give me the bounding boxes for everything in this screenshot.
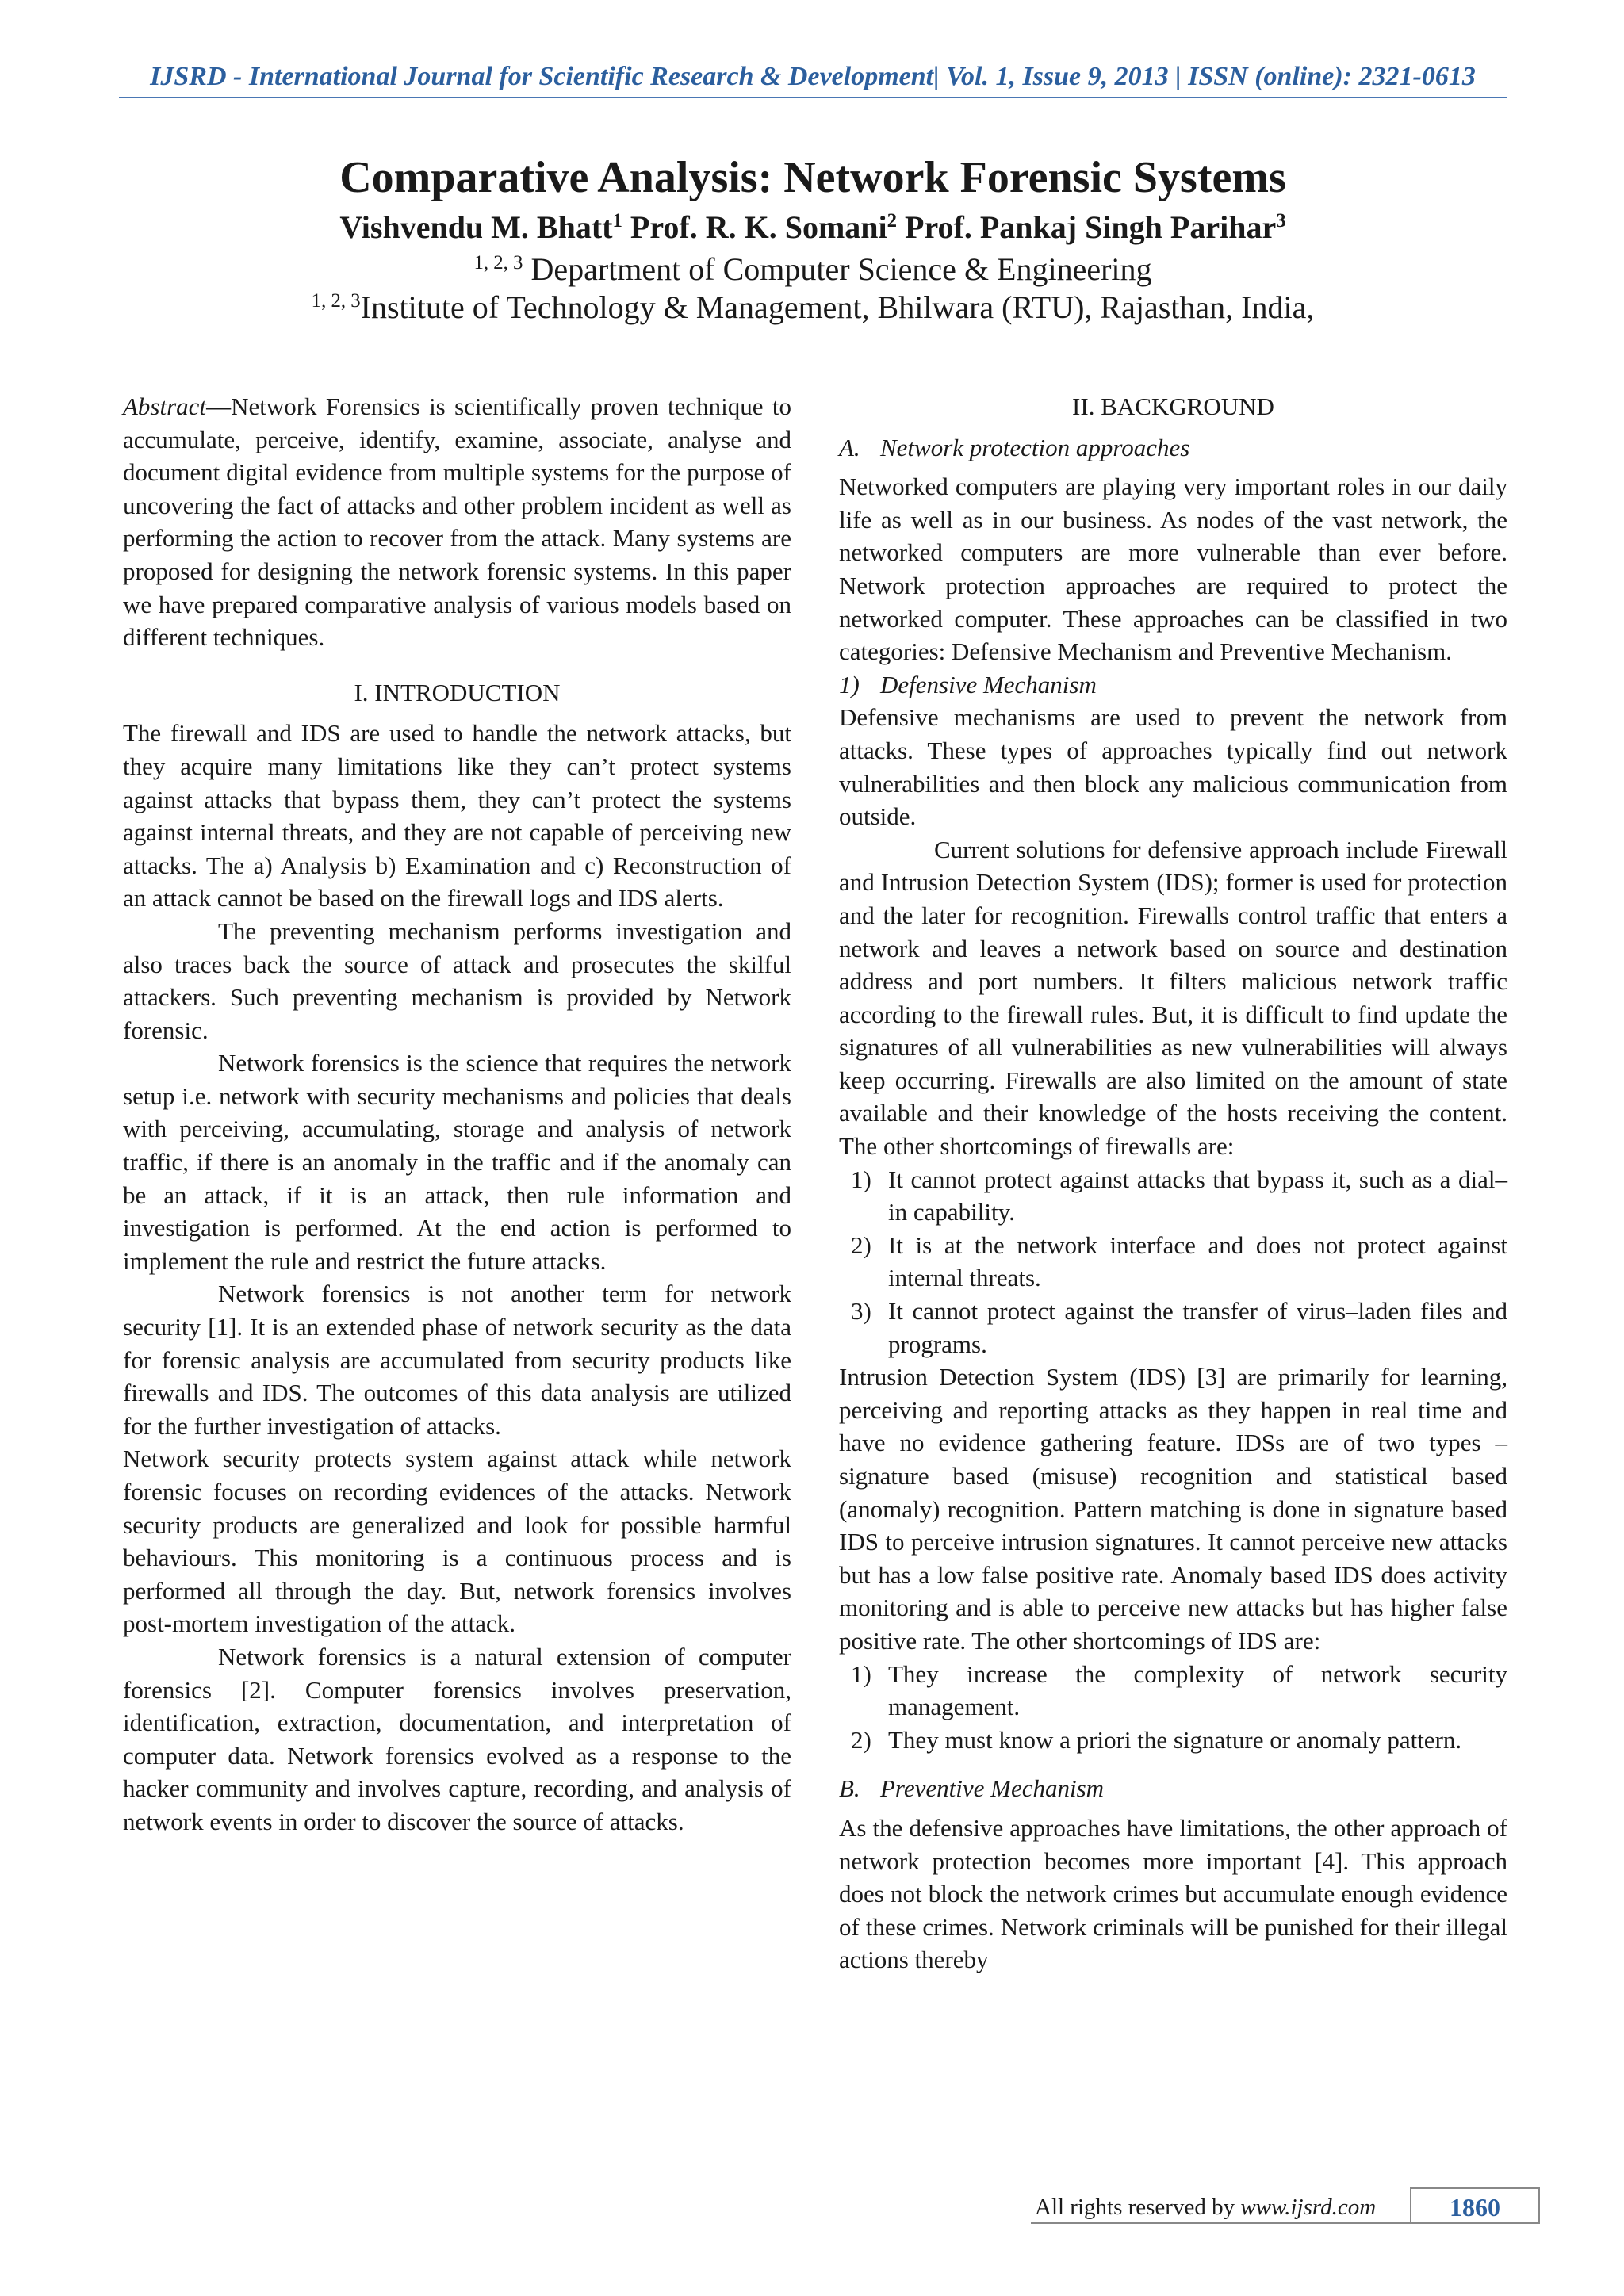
paper-title: Comparative Analysis: Network Forensic Systems	[339, 153, 1286, 202]
affiliation-text: Institute of Technology & Management, Bhilwara (RTU), Rajasthan, India,	[360, 289, 1315, 325]
footer-url: www.ijsrd.com	[1240, 2195, 1377, 2220]
author-sup: 3	[1276, 210, 1286, 232]
subsubsection-heading	[839, 668, 1507, 702]
list-number: 1)	[851, 1659, 871, 1688]
ids-shortcomings-list	[839, 1658, 1507, 1757]
background-paragraph: Current solutions for defensive approach include Firewall and Intrusion Detection System (IDS); former is used for protection and the later for recognition. Firewalls control traffic that enters a network and leaves a network based on source and destination address and port numbers. It filters malicious network traffic according to the firewall rules. But, it is difficult to find update the signatures of all vulnerabilities as new vulnerabilities will always keep occurring. Firewalls are also limited on the amount of state available and their knowledge of the hosts receiving the content. The other shortcomings of firewalls are:	[839, 835, 1507, 1161]
list-item	[839, 1658, 1507, 1724]
list-item	[839, 1724, 1507, 1757]
subsection-title: Network protection approaches	[880, 433, 1190, 461]
journal-header: IJSRD - International Journal for Scientific Research & Development| Vol. 1, Issue 9, 2013 | ISSN (online): 2321-0613	[150, 62, 1476, 91]
section-heading-introduction: I. INTRODUCTION	[354, 678, 561, 706]
title-block	[119, 151, 1507, 327]
author-sup: 2	[887, 210, 898, 232]
list-text: It cannot protect against the transfer of virus–laden files and programs.	[888, 1297, 1507, 1358]
affiliation-sup: 1, 2, 3	[473, 252, 523, 274]
list-text: It cannot protect against attacks that bypass it, such as a dial–in capability.	[888, 1165, 1507, 1226]
author-list	[119, 205, 1507, 251]
subsection-number: A.	[839, 433, 860, 461]
affiliation-sup: 1, 2, 3	[311, 290, 361, 312]
footer-rights-label: All rights reserved by	[1035, 2195, 1241, 2220]
intro-paragraph: Network forensics is not another term for network security [1]. It is an extended phase of network security as the data for forensic analysis are accumulated from security products like firewalls and IDS. The outcomes of this data analysis are utilized for the further investigation of attacks.	[123, 1280, 791, 1440]
list-number: 3)	[851, 1297, 871, 1326]
affiliation-institute	[119, 289, 1507, 327]
firewall-shortcomings-list	[839, 1163, 1507, 1361]
page-number: 1860	[1410, 2187, 1540, 2224]
intro-paragraph: Network security protects system against attack while network forensic focuses on recording evidences of the attacks. Network security products are generalized and look for possible harmful behaviours. This monitoring is a continuous process and is performed all through the day. But, network forensics involves post-mortem investigation of the attack.	[123, 1445, 791, 1638]
list-text: They must know a priori the signature or anomaly pattern.	[888, 1725, 1462, 1754]
left-column	[123, 390, 791, 1839]
list-item	[839, 1229, 1507, 1295]
author-name: Prof. Pankaj Singh Parihar	[905, 209, 1277, 245]
background-paragraph: Networked computers are playing very important roles in our daily life as well as in our business. As nodes of the vast network, the networked computers are more vulnerable than ever before. Network protection approaches are required to protect the networked computer. These approaches can be classified in two categories: Defensive Mechanism and Preventive Mechanism.	[839, 473, 1507, 666]
subsection-number: B.	[839, 1774, 860, 1803]
list-text: They increase the complexity of network security management.	[888, 1659, 1507, 1721]
affiliation-text: Department of Computer Science & Engineering	[530, 251, 1152, 287]
author-sup: 1	[612, 210, 622, 232]
subsubsection-number: 1)	[839, 670, 860, 698]
list-text: It is at the network interface and does not protect against internal threats.	[888, 1230, 1507, 1292]
right-column	[839, 390, 1507, 1976]
list-number: 2)	[851, 1230, 871, 1259]
intro-paragraph: Network forensics is a natural extension of computer forensics [2]. Computer forensics involves preservation, identification, extraction, documentation, and interpretation of computer data. Network forensics evolved as a response to the hacker community and involves capture, recording, and analysis of network events in order to discover the source of attacks.	[123, 1642, 791, 1835]
intro-paragraph: The preventing mechanism performs investigation and also traces back the source of attack and prosecutes the skilful attackers. Such preventing mechanism is provided by Network forensic.	[123, 916, 791, 1044]
section-heading-background: II. BACKGROUND	[1072, 392, 1274, 420]
author-name: Prof. R. K. Somani	[630, 209, 887, 245]
abstract	[123, 390, 791, 654]
list-number: 1)	[851, 1165, 871, 1193]
background-paragraph: Intrusion Detection System (IDS) [3] are primarily for learning, perceiving and reporting attacks as they happen in real time and have no evidence gathering feature. IDSs are of two types – signature based (misuse) recognition and statistical based (anomaly) recognition. Pattern matching is done in signature based IDS to perceive intrusion signatures. It cannot perceive new attacks but has a low false positive rate. Anomaly based IDS does activity monitoring and is able to perceive new attacks but has higher false positive rate. The other shortcomings of IDS are:	[839, 1363, 1507, 1655]
intro-paragraph: The firewall and IDS are used to handle the network attacks, but they acquire many limitations like they can’t protect systems against attacks that bypass them, they can’t protect the systems against internal threats, and they are not capable of perceiving new attacks. The a) Analysis b) Examination and c) Reconstruction of an attack cannot be based on the firewall logs and IDS alerts.	[123, 719, 791, 913]
background-paragraph: Defensive mechanisms are used to prevent the network from attacks. These types of approaches typically find out network vulnerabilities and then block any malicious communication from outside.	[839, 703, 1507, 831]
subsection-heading-a	[839, 431, 1507, 465]
subsection-title: Preventive Mechanism	[880, 1774, 1105, 1803]
intro-paragraph: Network forensics is the science that requires the network setup i.e. network with security mechanisms and policies that deals with perceiving, accumulating, storage and analysis of network traffic, if there is an anomaly in the traffic and if the anomaly can be an attack, if it is an attack, then rule information and investigation is performed. At the end action is performed to implement the rule and restrict the future attacks.	[123, 1049, 791, 1275]
affiliation-department	[119, 251, 1507, 289]
background-paragraph: As the defensive approaches have limitations, the other approach of network protection becomes more important [4]. This approach does not block the network crimes but accumulate enough evidence of these crimes. Network criminals will be punished for their illegal actions thereby	[839, 1813, 1507, 1974]
header-rule	[119, 97, 1507, 98]
abstract-label: Abstract	[123, 392, 207, 420]
abstract-text: —Network Forensics is scientifically proven technique to accumulate, perceive, identify, examine, associate, analyse and document digital evidence from multiple systems for the purpose of uncovering the fact of attacks and other problem incident as well as performing the action to recover from the attack. Many systems are proposed for designing the network forensic systems. In this paper we have prepared comparative analysis of various models based on different techniques.	[123, 392, 791, 652]
subsection-heading-b	[839, 1772, 1507, 1805]
author-name: Vishvendu M. Bhatt	[339, 209, 613, 245]
list-number: 2)	[851, 1725, 871, 1754]
subsubsection-title: Defensive Mechanism	[880, 670, 1097, 698]
footer-rights	[1035, 2195, 1376, 2221]
list-item	[839, 1295, 1507, 1360]
footer-rule	[1031, 2222, 1538, 2224]
list-item	[839, 1163, 1507, 1229]
